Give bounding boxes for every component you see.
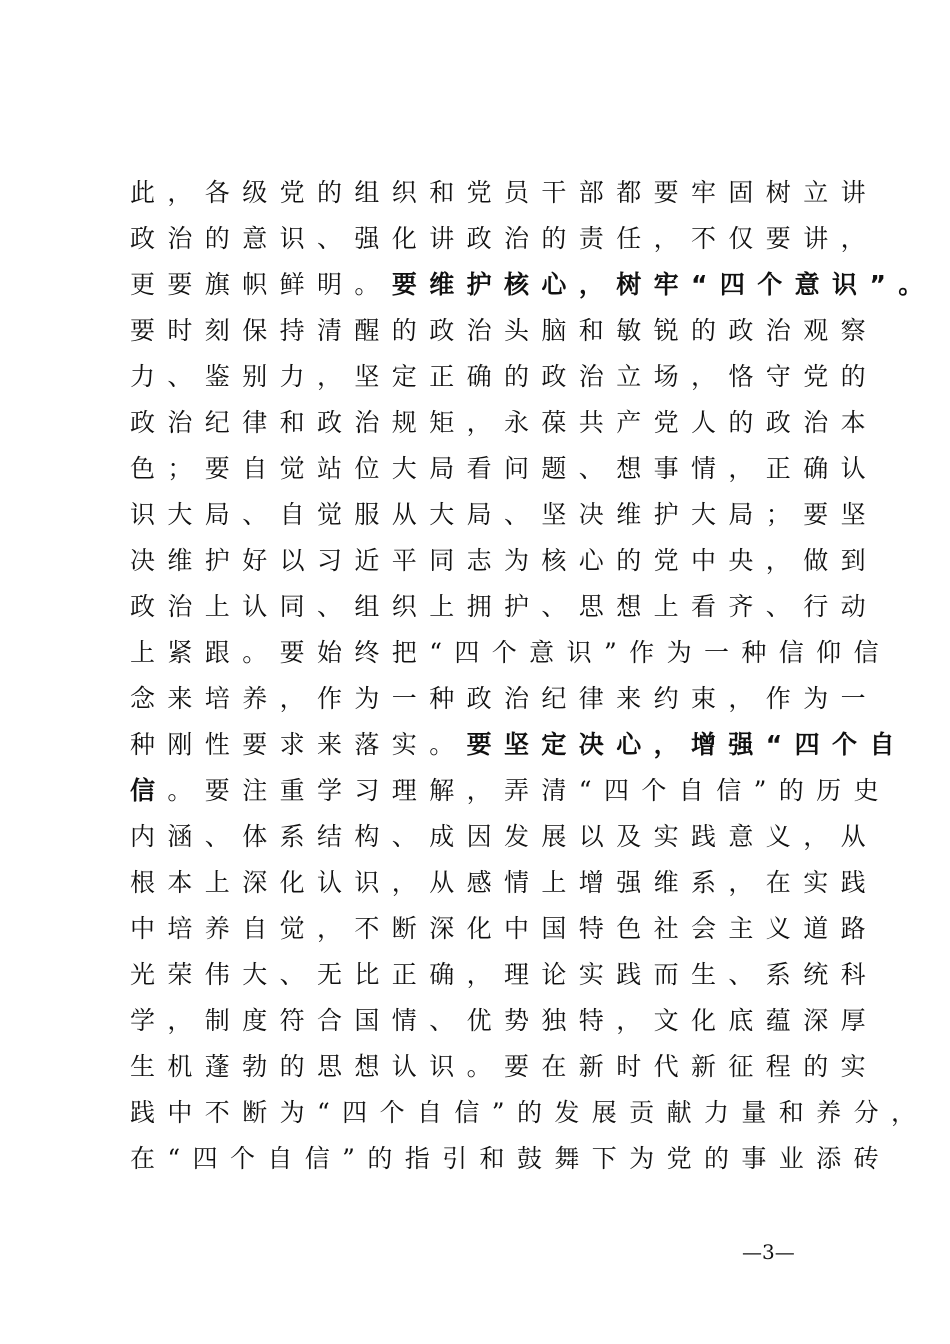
text-segment: 决维护好以习近平同志为核心的党中央，做到 (130, 546, 879, 575)
text-segment: 学，制度符合国情、优势独特，文化底蕴深厚 (130, 1006, 879, 1035)
text-line (130, 768, 891, 814)
text-segment: 在“四个自信”的指引和鼓舞下为党的事业添砖 (130, 1144, 891, 1173)
text-segment: 力、鉴别力，坚定正确的政治立场，恪守党的 (130, 362, 879, 391)
text-line (130, 308, 879, 354)
body-text (130, 170, 936, 1182)
bold-text-segment: 信 (130, 776, 168, 805)
text-line (130, 400, 879, 446)
text-line (130, 1090, 929, 1136)
text-line (130, 630, 891, 676)
text-line (130, 906, 879, 952)
text-line (130, 998, 879, 1044)
text-line (130, 952, 879, 998)
text-segment: 政治纪律和政治规矩，永葆共产党人的政治本 (130, 408, 879, 437)
text-segment: 色；要自觉站位大局看问题、想事情，正确认 (130, 454, 879, 483)
text-line (130, 1044, 879, 1090)
text-segment: 生机蓬勃的思想认识。要在新时代新征程的实 (130, 1052, 879, 1081)
bold-text-segment: 要维护核心，树牢“四个意识”。 (391, 270, 936, 299)
text-segment: 种刚性要求来落实。 (130, 730, 467, 759)
text-segment: 中培养自觉，不断深化中国特色社会主义道路 (130, 914, 879, 943)
text-line (130, 814, 879, 860)
text-line (130, 676, 879, 722)
text-line (130, 216, 879, 262)
text-line (130, 722, 907, 768)
text-segment: 念来培养，作为一种政治纪律来约束，作为一 (130, 684, 879, 713)
page-number: —3— (742, 1240, 795, 1264)
text-line (130, 584, 879, 630)
text-line (130, 354, 879, 400)
text-segment: 政治的意识、强化讲政治的责任，不仅要讲， (130, 224, 879, 253)
text-line (130, 538, 879, 584)
text-segment: 识大局、自觉服从大局、坚决维护大局；要坚 (130, 500, 879, 529)
text-line (130, 446, 879, 492)
text-segment: 上紧跟。要始终把“四个意识”作为一种信仰信 (130, 638, 891, 667)
text-segment: 此，各级党的组织和党员干部都要牢固树立讲 (130, 178, 879, 207)
text-segment: 内涵、体系结构、成因发展以及实践意义，从 (130, 822, 879, 851)
text-segment: 政治上认同、组织上拥护、思想上看齐、行动 (130, 592, 879, 621)
text-line (130, 170, 879, 216)
text-segment: 要时刻保持清醒的政治头脑和敏锐的政治观察 (130, 316, 879, 345)
text-line (130, 492, 879, 538)
text-line (130, 860, 879, 906)
text-segment: 更要旗帜鲜明。 (130, 270, 392, 299)
text-segment: 。要注重学习理解，弄清“四个自信”的历史 (167, 776, 891, 805)
bold-text-segment: 要坚定决心，增强“四个自 (466, 730, 907, 759)
text-segment: 践中不断为“四个自信”的发展贡献力量和养分， (130, 1098, 929, 1127)
text-line (130, 1136, 891, 1182)
text-segment: 光荣伟大、无比正确，理论实践而生、系统科 (130, 960, 879, 989)
text-segment: 根本上深化认识，从感情上增强维系，在实践 (130, 868, 879, 897)
text-line (130, 262, 936, 308)
